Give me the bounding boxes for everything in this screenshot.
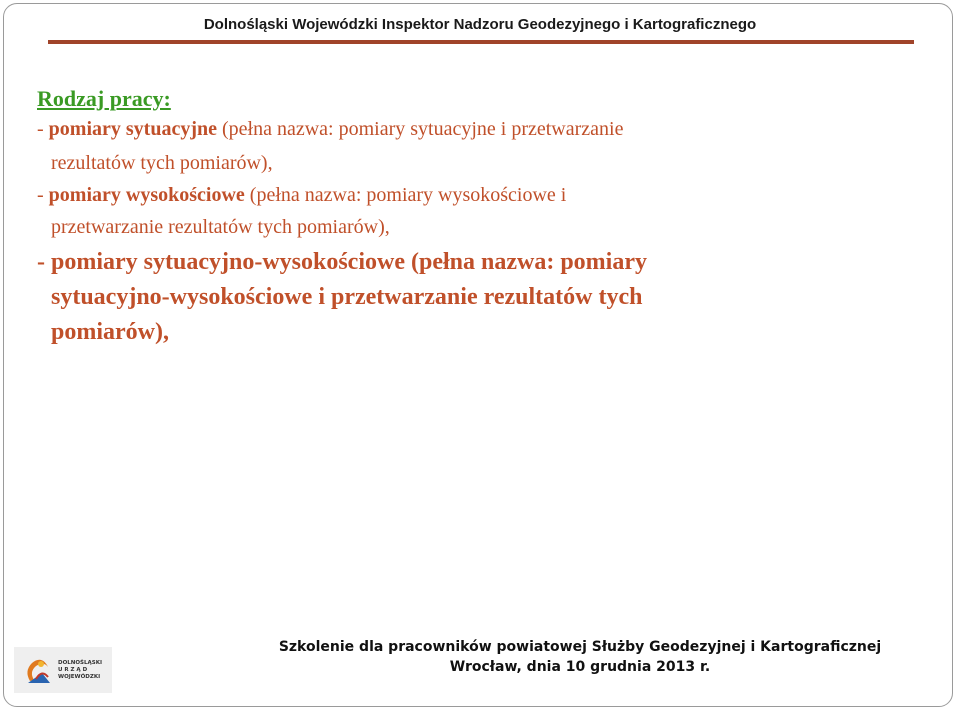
office-logo — [14, 647, 112, 693]
item-2-line-2: przetwarzanie rezultatów tych pomiarów), — [51, 216, 390, 238]
item-2-description: (pełna nazwa: pomiary wysokościowe i — [244, 184, 567, 206]
header-rule — [48, 40, 914, 44]
item-1-line-1 — [37, 118, 623, 141]
footer-date-line: Wrocław, dnia 10 grudnia 2013 r. — [449, 659, 711, 675]
logo-text-1: DOLNOŚLĄSKI — [58, 660, 103, 666]
item-3-line-1: - pomiary sytuacyjno-wysokościowe (pełna nazwa: pomiary — [37, 249, 647, 275]
item-1-description: (pełna nazwa: pomiary sytuacyjne i przetwarzanie — [217, 118, 624, 140]
item-2-line-1 — [37, 184, 566, 207]
footer-training-line: Szkolenie dla pracowników powiatowej Służby Geodezyjnej i Kartograficznej — [278, 639, 882, 655]
logo-text-3: WOJEWÓDZKI — [58, 674, 101, 680]
item-1-line-2: rezultatów tych pomiarów), — [51, 152, 273, 174]
office-logo-icon — [14, 647, 112, 693]
section-heading: Rodzaj pracy: — [37, 86, 171, 111]
item-3-line-3: pomiarów), — [51, 319, 169, 345]
item-2-dash: - — [37, 184, 49, 206]
item-2-term: pomiary wysokościowe — [48, 184, 245, 206]
item-3-line-2: sytuacyjno-wysokościowe i przetwarzanie rezultatów tych — [51, 284, 643, 310]
logo-text-2: U R Z Ą D — [58, 667, 88, 673]
item-1-term: pomiary sytuacyjne — [48, 118, 217, 140]
item-1-dash: - — [37, 118, 49, 140]
header-title: Dolnośląski Wojewódzki Inspektor Nadzoru Geodezyjnego i Kartograficznego — [203, 16, 757, 33]
